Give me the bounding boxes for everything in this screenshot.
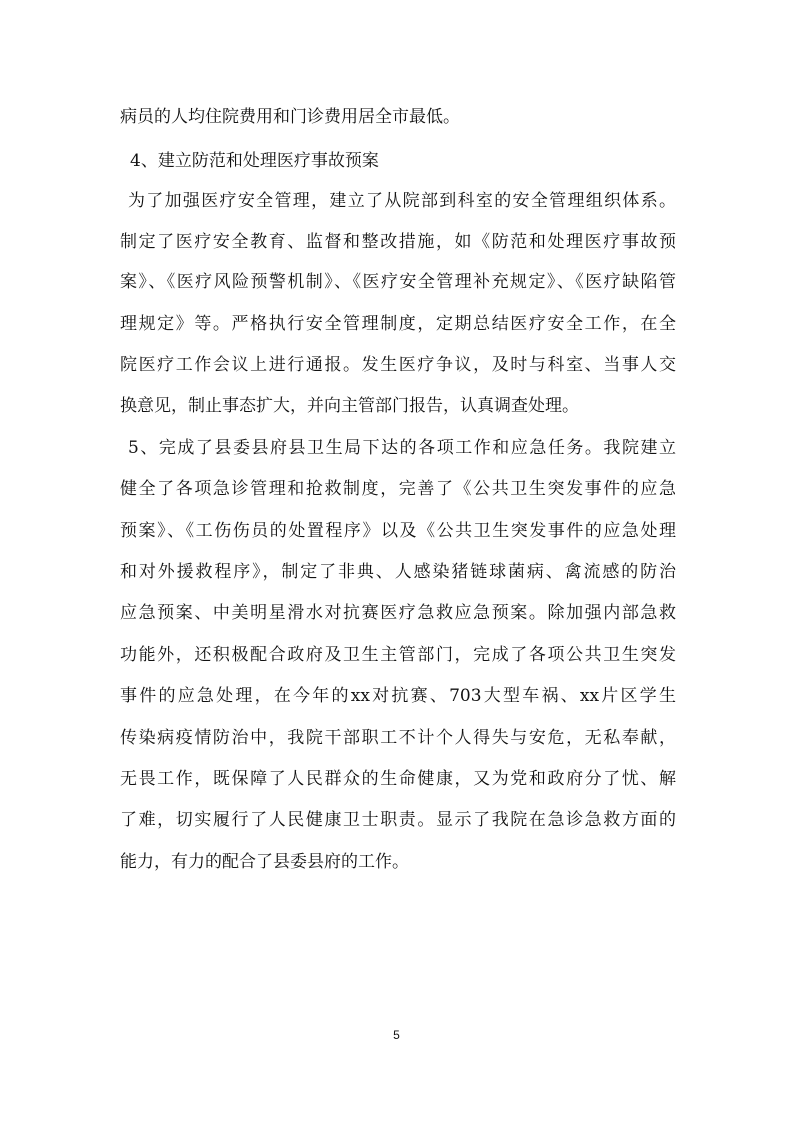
page-number: 5 [393,1028,400,1042]
section-heading: 5、完成了县委县府县卫生局下达的各项工作和应急任务。我院建立 [128,438,676,458]
text-line: 功能外，还积极配合政府及卫生主管部门，完成了各项公共卫生突发 [120,645,676,665]
text-line: 健全了各项急诊管理和抢救制度，完善了《公共卫生突发事件的应急 [120,479,676,499]
text-line: 理规定》等。严格执行安全管理制度，定期总结医疗安全工作，在全 [120,314,676,334]
text-line: 事件的应急处理，在今年的xx对抗赛、703大型车祸、xx片区学生 [120,686,676,706]
text-line: 换意见，制止事态扩大，并向主管部门报告，认真调查处理。 [120,396,579,416]
text-line: 传染病疫情防治中，我院干部职工不计个人得失与安危，无私奉献， [120,728,676,748]
text-line: 能力，有力的配合了县委县府的工作。 [120,852,409,872]
text-line: 案》、《医疗风险预警机制》、《医疗安全管理补充规定》、《医疗缺陷管 [120,272,676,292]
text-line: 无畏工作，既保障了人民群众的生命健康，又为党和政府分了忧、解 [120,769,676,789]
text-line: 应急预案、中美明星滑水对抗赛医疗急救应急预案。除加强内部急救 [120,603,676,623]
text-line: 病员的人均住院费用和门诊费用居全市最低。 [120,107,460,127]
text-line: 为了加强医疗安全管理，建立了从院部到科室的安全管理组织体系。 [128,191,676,211]
text-line: 制定了医疗安全教育、监督和整改措施，如《防范和处理医疗事故预 [120,232,676,252]
text-line: 预案》、《工伤伤员的处置程序》以及《公共卫生突发事件的应急处理 [120,521,676,541]
text-line: 了难，切实履行了人民健康卫士职责。显示了我院在急诊急救方面的 [120,810,676,830]
section-heading: 4、建立防范和处理医疗事故预案 [130,151,379,171]
text-line: 院医疗工作会议上进行通报。发生医疗争议，及时与科室、当事人交 [120,355,676,375]
text-line: 和对外援救程序》，制定了非典、人感染猪链球菌病、禽流感的防治 [120,562,676,582]
